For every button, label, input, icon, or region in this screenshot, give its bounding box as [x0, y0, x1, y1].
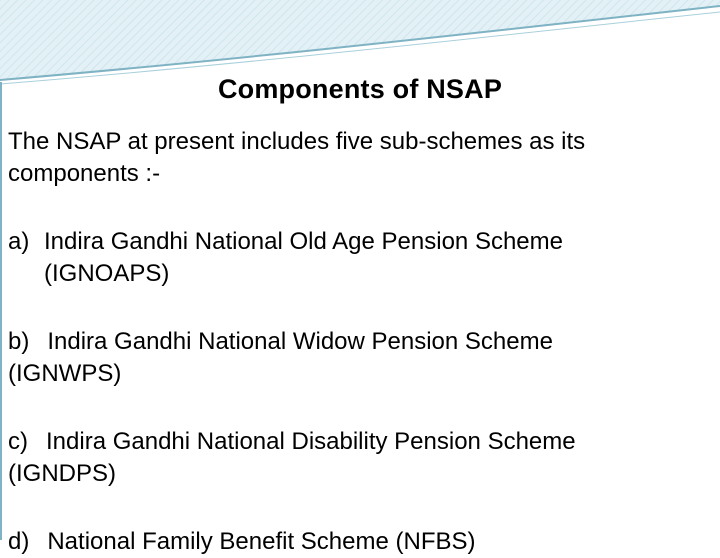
- list-marker-c: c): [8, 428, 28, 455]
- list-item-b: [8, 326, 713, 390]
- list-item-b-text: Indira Gandhi National Widow Pension Scheme: [47, 328, 553, 355]
- intro-paragraph: The NSAP at present includes five sub-schemes as its components :-: [8, 128, 586, 187]
- list-marker-d: d): [8, 528, 30, 555]
- list-marker-a: a): [8, 228, 30, 255]
- list-item-a-text: Indira Gandhi National Old Age Pension Scheme: [44, 228, 563, 255]
- list-item-a: [8, 226, 713, 290]
- left-border-rule: [0, 82, 2, 540]
- list-marker-b: b): [8, 328, 30, 355]
- list-item-b-abbrev: (IGNWPS): [8, 360, 122, 387]
- list-item-a-abbrev: (IGNOAPS): [44, 260, 170, 287]
- list-item-c: [8, 426, 713, 490]
- list-item-c-abbrev: (IGNDPS): [8, 460, 116, 487]
- list-item-d-text: National Family Benefit Scheme (NFBS): [47, 528, 476, 555]
- list-item-c-text: Indira Gandhi National Disability Pension Scheme: [46, 428, 576, 455]
- slide-title: Components of NSAP: [217, 74, 503, 104]
- list-item-d: [8, 526, 713, 558]
